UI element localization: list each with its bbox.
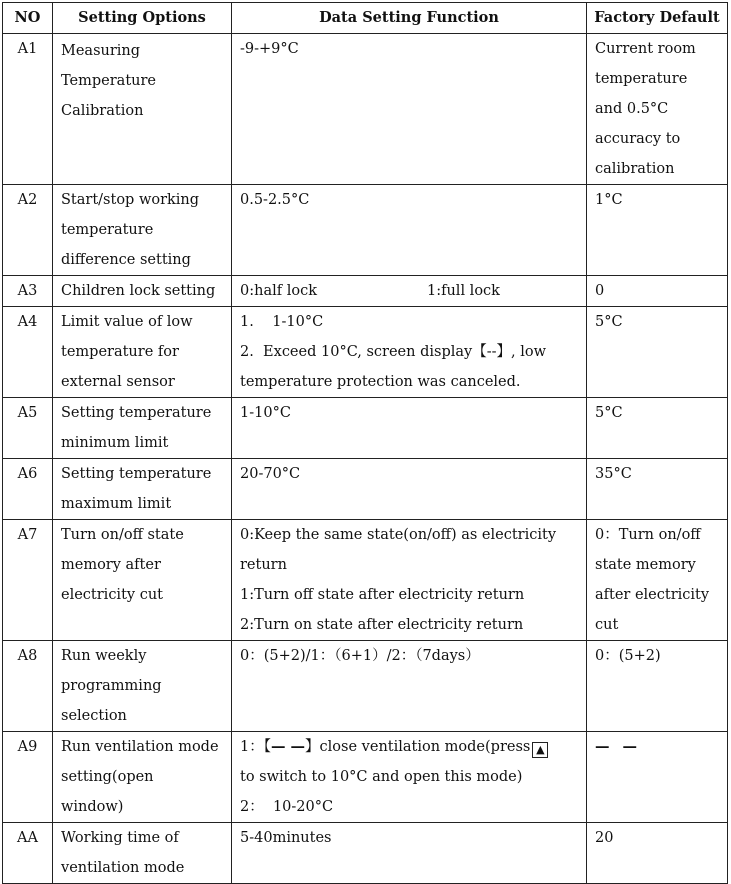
function-line: 2. Exceed 10°C, screen display【--】, low bbox=[240, 344, 547, 360]
setting-function bbox=[232, 276, 587, 307]
setting-option bbox=[53, 520, 232, 641]
default-line: after electricity bbox=[595, 587, 710, 603]
table-row bbox=[3, 641, 728, 732]
option-line: difference setting bbox=[61, 252, 191, 268]
default-line: 0：(5+2) bbox=[595, 648, 661, 664]
row-number: A7 bbox=[3, 520, 53, 641]
factory-default bbox=[587, 823, 728, 884]
setting-function bbox=[232, 398, 587, 459]
option-line: Setting temperature bbox=[61, 405, 212, 421]
setting-function bbox=[232, 34, 587, 185]
function-line: 1-10°C bbox=[240, 405, 291, 421]
option-prefix: 1：【 bbox=[240, 739, 271, 755]
default-line: Current room bbox=[595, 41, 696, 57]
option-line: memory after bbox=[61, 557, 161, 573]
table-row bbox=[3, 185, 728, 276]
row-number: A2 bbox=[3, 185, 53, 276]
setting-option bbox=[53, 641, 232, 732]
function-line: to switch to 10°C and open this mode) bbox=[240, 769, 523, 785]
row-number: A6 bbox=[3, 459, 53, 520]
header-no: NO bbox=[3, 3, 53, 34]
option-line: setting(open bbox=[61, 769, 154, 785]
option-line: Children lock setting bbox=[61, 283, 216, 299]
setting-option bbox=[53, 307, 232, 398]
default-line: 1°C bbox=[595, 192, 623, 208]
factory-default bbox=[587, 520, 728, 641]
setting-option bbox=[53, 732, 232, 823]
factory-default bbox=[587, 34, 728, 185]
default-line: temperature bbox=[595, 71, 688, 87]
header-setting-options: Setting Options bbox=[53, 3, 232, 34]
option-line: Measuring bbox=[61, 43, 141, 59]
up-arrow-key-icon: ▲ bbox=[532, 742, 548, 758]
function-text: 】close ventilation mode(press bbox=[305, 739, 531, 755]
row-number: A3 bbox=[3, 276, 53, 307]
option-line: Start/stop working bbox=[61, 192, 200, 208]
row-number: A4 bbox=[3, 307, 53, 398]
setting-function bbox=[232, 185, 587, 276]
setting-function bbox=[232, 520, 587, 641]
factory-default bbox=[587, 459, 728, 520]
setting-option bbox=[53, 34, 232, 185]
half-lock-text: 0:half lock bbox=[240, 283, 317, 299]
option-line: Run weekly bbox=[61, 648, 147, 664]
default-line: calibration bbox=[595, 161, 675, 177]
table-row bbox=[3, 34, 728, 185]
default-line: 20 bbox=[595, 830, 614, 846]
function-line: 1. 1-10°C bbox=[240, 314, 324, 330]
default-line: 5°C bbox=[595, 405, 623, 421]
table-row bbox=[3, 459, 728, 520]
option-line: temperature for bbox=[61, 344, 179, 360]
setting-option bbox=[53, 276, 232, 307]
option-line: Limit value of low bbox=[61, 314, 193, 330]
setting-option bbox=[53, 185, 232, 276]
setting-option bbox=[53, 398, 232, 459]
function-line: temperature protection was canceled. bbox=[240, 374, 521, 390]
function-line: 2： 10-20°C bbox=[240, 799, 334, 815]
setting-function bbox=[232, 307, 587, 398]
function-line bbox=[240, 276, 578, 306]
factory-default bbox=[587, 398, 728, 459]
factory-default bbox=[587, 732, 728, 823]
option-line: Temperature bbox=[61, 73, 156, 89]
header-factory-default: Factory Default bbox=[587, 3, 728, 34]
function-line: 1:Turn off state after electricity return bbox=[240, 587, 525, 603]
table-row bbox=[3, 307, 728, 398]
default-line: accuracy to bbox=[595, 131, 681, 147]
factory-default bbox=[587, 276, 728, 307]
option-line: temperature bbox=[61, 222, 154, 238]
default-line: 35°C bbox=[595, 466, 632, 482]
option-line: selection bbox=[61, 708, 127, 724]
option-line: Calibration bbox=[61, 103, 144, 119]
row-number: A9 bbox=[3, 732, 53, 823]
option-line: window) bbox=[61, 799, 124, 815]
default-line: cut bbox=[595, 617, 619, 633]
factory-default bbox=[587, 641, 728, 732]
option-line: ventilation mode bbox=[61, 860, 185, 876]
default-line: 0 bbox=[595, 283, 605, 299]
option-line: minimum limit bbox=[61, 435, 169, 451]
default-line: state memory bbox=[595, 557, 696, 573]
function-line: 0.5-2.5°C bbox=[240, 192, 310, 208]
option-line: Run ventilation mode bbox=[61, 739, 219, 755]
table-row bbox=[3, 520, 728, 641]
settings-table bbox=[2, 2, 728, 884]
factory-default bbox=[587, 307, 728, 398]
row-number: AA bbox=[3, 823, 53, 884]
table-row bbox=[3, 398, 728, 459]
function-line: return bbox=[240, 557, 287, 573]
setting-function bbox=[232, 459, 587, 520]
option-line: Working time of bbox=[61, 830, 179, 846]
dash-symbol: — — bbox=[270, 738, 306, 755]
table-row bbox=[3, 732, 728, 823]
option-line: external sensor bbox=[61, 374, 175, 390]
default-line: 5°C bbox=[595, 314, 623, 330]
option-line: Setting temperature bbox=[61, 466, 212, 482]
default-line: and 0.5°C bbox=[595, 101, 669, 117]
function-line: 20-70°C bbox=[240, 466, 301, 482]
function-line: 0：(5+2)/1：（6+1）/2：（7days） bbox=[240, 648, 480, 664]
header-row bbox=[3, 3, 728, 34]
function-line bbox=[240, 732, 578, 762]
function-line: 0:Keep the same state(on/off) as electricity bbox=[240, 527, 557, 543]
function-line: -9-+9°C bbox=[240, 41, 299, 57]
option-line: maximum limit bbox=[61, 496, 172, 512]
row-number: A5 bbox=[3, 398, 53, 459]
option-line: Turn on/off state bbox=[61, 527, 184, 543]
option-line: electricity cut bbox=[61, 587, 163, 603]
row-number: A1 bbox=[3, 34, 53, 185]
table-row bbox=[3, 823, 728, 884]
table-row bbox=[3, 276, 728, 307]
setting-option bbox=[53, 823, 232, 884]
setting-option bbox=[53, 459, 232, 520]
function-line: 5-40minutes bbox=[240, 830, 332, 846]
default-line: 0：Turn on/off bbox=[595, 527, 701, 543]
setting-function bbox=[232, 732, 587, 823]
setting-function bbox=[232, 823, 587, 884]
default-dash-symbol: — — bbox=[595, 738, 642, 755]
function-line: 2:Turn on state after electricity return bbox=[240, 617, 524, 633]
header-data-setting-function: Data Setting Function bbox=[232, 3, 587, 34]
factory-default bbox=[587, 185, 728, 276]
row-number: A8 bbox=[3, 641, 53, 732]
setting-function bbox=[232, 641, 587, 732]
full-lock-text: 1:full lock bbox=[426, 283, 500, 299]
option-line: programming bbox=[61, 678, 162, 694]
